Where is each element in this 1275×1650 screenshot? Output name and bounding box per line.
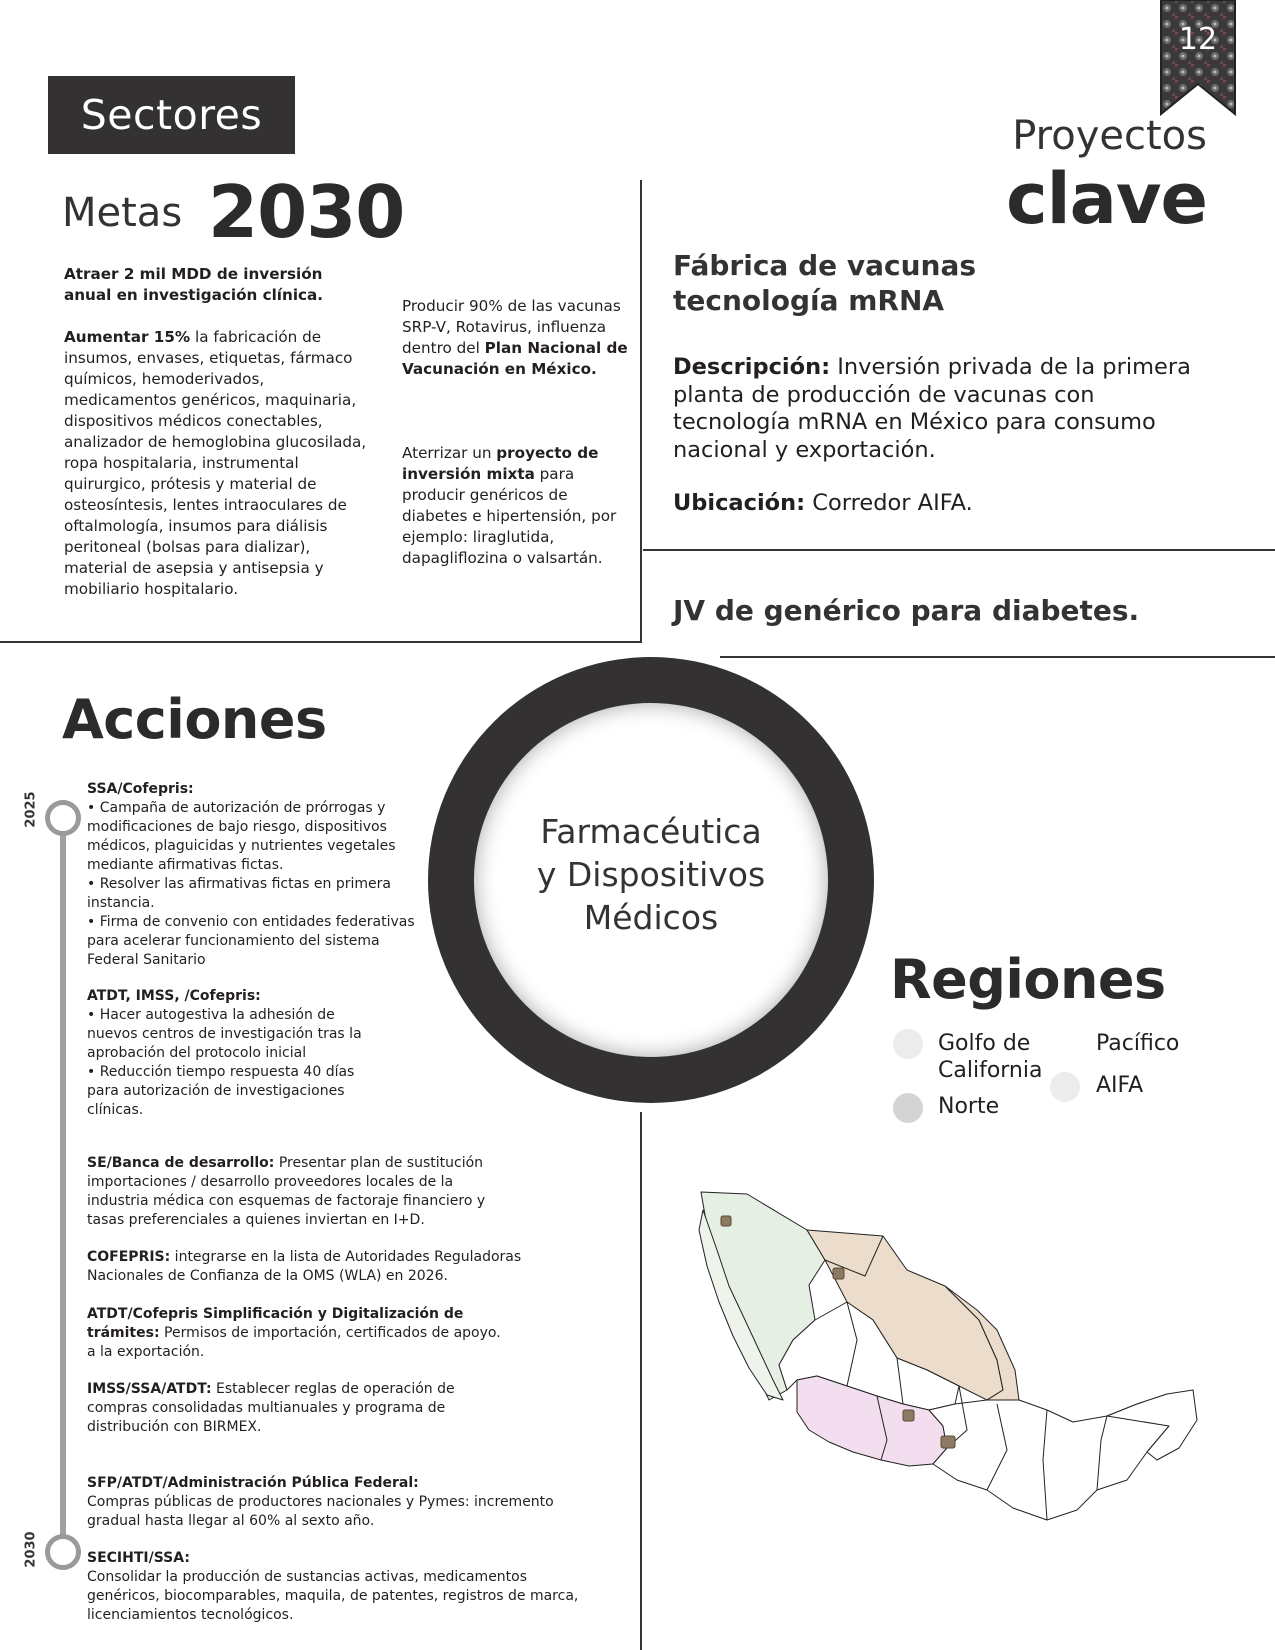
acciones-title: Acciones <box>62 688 327 751</box>
action-heading: SECIHTI/SSA: <box>87 1550 190 1566</box>
legend-label-pacifico: Pacífico <box>1096 1031 1180 1056</box>
project-1-title: Fábrica de vacunas tecnología mRNA <box>673 249 977 317</box>
legend-dot-aifa <box>1050 1072 1080 1102</box>
mexico-map <box>697 1190 1227 1560</box>
timeline-year-end: 2030 <box>23 1531 39 1568</box>
vertical-divider-top <box>640 180 642 642</box>
action-heading: SSA/Cofepris: <box>87 781 194 797</box>
action-item <box>87 1248 547 1286</box>
project-1-location-label: Ubicación: <box>673 490 806 516</box>
map-pin-icon <box>941 1436 955 1448</box>
meta-goal-4-rest: para producir genéricos de diabetes e hipertensión, por ejemplo: liraglutida, dapagliflozina o valsartán. <box>402 465 617 567</box>
center-title-line-1: Farmacéutica <box>540 812 762 851</box>
map-pin-icon <box>903 1410 914 1421</box>
map-pin-icon <box>833 1268 844 1279</box>
action-heading: ATDT/Cofepris Simplificación y Digitalización de trámites: <box>87 1306 464 1341</box>
center-title-line-2: y Dispositivos <box>536 855 766 894</box>
project-1-description-text: Inversión privada de la primera planta de producción de vacunas con tecnología mRNA en México para consumo nacional y exportación. <box>673 354 1191 463</box>
project-1-location <box>673 490 1193 518</box>
timeline-node-end <box>45 1534 81 1570</box>
action-body: Establecer reglas de operación de compras consolidadas multianuales y programa de distribución con BIRMEX. <box>87 1381 455 1435</box>
center-title <box>474 810 828 939</box>
legend-label-aifa: AIFA <box>1096 1073 1144 1098</box>
legend-dot-golfo <box>893 1029 923 1059</box>
meta-goal-3 <box>402 296 632 380</box>
legend-dot-pacifico <box>1050 1029 1080 1059</box>
action-heading: COFEPRIS: <box>87 1249 171 1265</box>
proyectos-label: Proyectos <box>1012 113 1207 159</box>
action-item <box>87 780 417 970</box>
action-body: Consolidar la producción de sustancias activas, medicamentos genéricos, biocomparables, maquila, de patentes, registros de marca, licenciamientos tecnológicos. <box>87 1569 579 1623</box>
metas-column-1 <box>64 264 374 621</box>
center-title-line-3: Médicos <box>583 898 719 937</box>
action-item <box>87 1380 472 1437</box>
action-body: Compras públicas de productores nacionales y Pymes: incremento gradual hasta llegar al 60% al sexto año. <box>87 1494 554 1529</box>
meta-goal-3-emphasis: Plan Nacional de Vacunación en México. <box>402 339 628 378</box>
metas-column-2 <box>402 296 632 590</box>
project-1-description-label: Descripción: <box>673 354 831 380</box>
action-body: • Hacer autogestiva la adhesión de nuevos centros de investigación tras la aprobación del protocolo inicial • Reducción tiempo respuesta 40 días para autorización de investigaciones clínicas. <box>87 1007 362 1118</box>
action-body: • Campaña de autorización de prórrogas y modificaciones de bajo riesgo, dispositivos médicos, plaguicidas y nutrientes vegetales mediante afirmativas fictas. • Resolver las afirmativas fictas en primera instancia. • Firma de convenio con entidades federativas para acelerar funcionamiento del sistema Federal Sanitario <box>87 800 415 968</box>
metas-label: Metas <box>62 190 183 236</box>
meta-goal-4-text: Aterrizar un <box>402 444 497 462</box>
action-body: integrarse en la lista de Autoridades Reguladoras Nacionales de Confianza de la OMS (WLA) en 2026. <box>87 1249 522 1284</box>
legend-dot-norte <box>893 1093 923 1123</box>
meta-goal-2-text: la fabricación de insumos, envases, etiquetas, fármaco químicos, hemoderivados, medicamentos genéricos, maquinaria, dispositivos médicos conectables, analizador de hemoglobina glucosilada, ropa hospitalaria, instrumental quirurgico, prótesis y material de osteosíntesis, lentes intraoculares de oftalmología, insumos para diálisis peritoneal (bolsas para dializar), material de asepsia y antisepsia y mobiliario hospitalario. <box>64 328 367 598</box>
action-item <box>87 1474 597 1531</box>
action-item <box>87 987 387 1120</box>
clave-label: clave <box>1006 158 1207 240</box>
page-number: 12 <box>1178 22 1218 57</box>
map-pin-icon <box>721 1216 731 1226</box>
timeline-line <box>60 800 66 1540</box>
meta-goal-4-emphasis: proyecto de inversión mixta <box>402 444 599 483</box>
regiones-title: Regiones <box>890 948 1166 1011</box>
sector-label: Sectores <box>48 76 295 154</box>
action-body: Presentar plan de sustitución importaciones / desarrollo proveedores locales de la industria médica con esquemas de factoraje financiero y tasas preferenciales a quienes inviertan en I+D. <box>87 1155 486 1228</box>
vertical-divider-bottom <box>640 1112 642 1650</box>
meta-goal-4 <box>402 443 632 569</box>
project-1-description <box>673 354 1193 464</box>
horizontal-divider-left <box>0 641 642 643</box>
action-heading: SE/Banca de desarrollo: <box>87 1155 275 1171</box>
meta-goal-2 <box>64 327 374 600</box>
project-2-title: JV de genérico para diabetes. <box>673 594 1140 627</box>
meta-goal-3-text: Producir 90% de las vacunas SRP-V, Rotavirus, influenza dentro del <box>402 297 621 357</box>
action-item <box>87 1154 517 1230</box>
meta-goal-2-emphasis: Aumentar 15% <box>64 328 191 346</box>
bookmark-ribbon-icon <box>1159 0 1237 116</box>
action-item <box>87 1305 512 1362</box>
action-heading: ATDT, IMSS, /Cofepris: <box>87 988 261 1004</box>
legend-label-golfo: Golfo de California <box>938 1031 1043 1083</box>
action-item <box>87 1549 597 1625</box>
timeline-node-start <box>45 800 81 836</box>
horizontal-divider-right-1 <box>643 549 1275 551</box>
timeline-year-start: 2025 <box>23 791 39 828</box>
metas-year: 2030 <box>208 170 405 254</box>
action-body: Permisos de importación, certificados de apoyo. a la exportación. <box>87 1325 501 1360</box>
legend-label-norte: Norte <box>938 1094 1000 1119</box>
horizontal-divider-right-2 <box>720 656 1275 658</box>
meta-goal-1: Atraer 2 mil MDD de inversión anual en investigación clínica. <box>64 265 324 304</box>
project-1-location-text: Corredor AIFA. <box>805 490 973 516</box>
action-heading: SFP/ATDT/Administración Pública Federal: <box>87 1475 419 1491</box>
action-heading: IMSS/SSA/ATDT: <box>87 1381 212 1397</box>
